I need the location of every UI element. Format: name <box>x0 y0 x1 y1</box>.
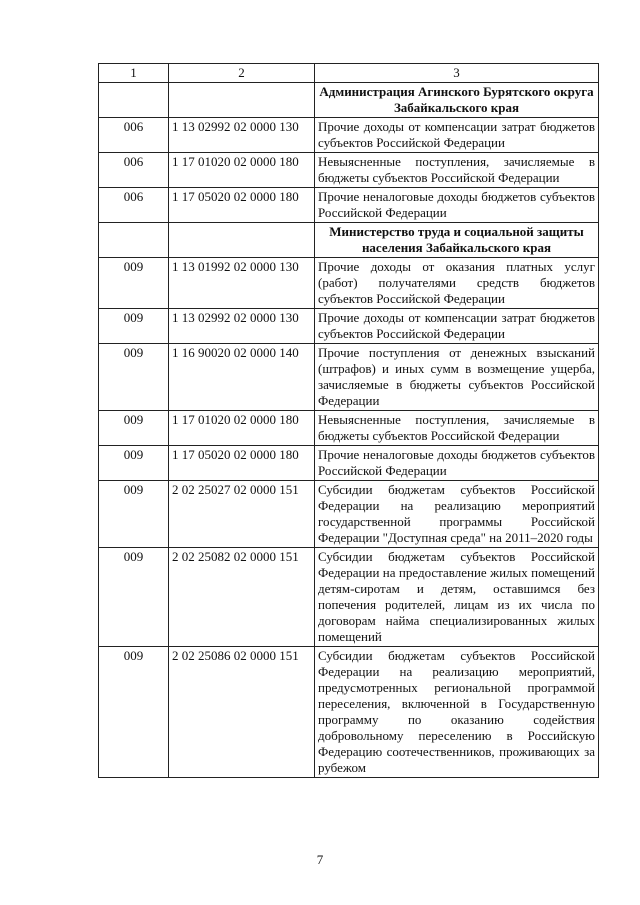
description-cell: Субсидии бюджетам субъектов Российской Федерации на реализацию мероприятий государственной программы Российской Федерации "Доступная среда" на 2011–2020 годы <box>315 481 599 548</box>
page-number: 7 <box>316 852 324 867</box>
description-cell: Администрация Агинского Бурятского округа Забайкальского края <box>315 83 599 118</box>
admin-code-cell: 006 <box>99 118 169 153</box>
description-cell: Прочие поступления от денежных взысканий (штрафов) и иных сумм в возмещение ущерба, зачисляемые в бюджеты субъектов Российской Федерации <box>315 344 599 411</box>
description-cell: Невыясненные поступления, зачисляемые в бюджеты субъектов Российской Федерации <box>315 411 599 446</box>
revenue-code-cell: 2 02 25086 02 0000 151 <box>169 647 315 778</box>
admin-code-cell: 009 <box>99 411 169 446</box>
table-row <box>99 258 599 309</box>
budget-codes-table <box>98 63 599 778</box>
table-row <box>99 188 599 223</box>
revenue-code-cell <box>169 83 315 118</box>
admin-code-cell: 006 <box>99 153 169 188</box>
header-col-2: 2 <box>169 64 315 83</box>
revenue-code-cell: 1 17 05020 02 0000 180 <box>169 446 315 481</box>
description-cell: Прочие неналоговые доходы бюджетов субъектов Российской Федерации <box>315 188 599 223</box>
description-cell: Министерство труда и социальной защиты населения Забайкальского края <box>315 223 599 258</box>
description-cell: Субсидии бюджетам субъектов Российской Федерации на реализацию мероприятий, предусмотренных региональной программой переселения, включенной в Государственную программу по оказанию содействия добровольному переселению в Российскую Федерацию соотечественников, проживающих за рубежом <box>315 647 599 778</box>
table-body <box>99 83 599 778</box>
description-cell: Прочие доходы от компенсации затрат бюджетов субъектов Российской Федерации <box>315 309 599 344</box>
revenue-code-cell: 1 17 01020 02 0000 180 <box>169 411 315 446</box>
admin-code-cell: 009 <box>99 309 169 344</box>
admin-code-cell: 006 <box>99 188 169 223</box>
admin-code-cell: 009 <box>99 647 169 778</box>
revenue-code-cell: 1 17 05020 02 0000 180 <box>169 188 315 223</box>
admin-code-cell <box>99 223 169 258</box>
revenue-code-cell: 2 02 25082 02 0000 151 <box>169 548 315 647</box>
revenue-code-cell: 1 13 02992 02 0000 130 <box>169 309 315 344</box>
table-header-row <box>99 64 599 83</box>
revenue-code-cell <box>169 223 315 258</box>
admin-code-cell: 009 <box>99 258 169 309</box>
admin-code-cell: 009 <box>99 446 169 481</box>
description-cell: Прочие доходы от компенсации затрат бюджетов субъектов Российской Федерации <box>315 118 599 153</box>
section-row <box>99 83 599 118</box>
description-cell: Субсидии бюджетам субъектов Российской Федерации на предоставление жилых помещений детям-сиротам и детям, оставшимся без попечения родителей, лицам из их числа по договорам найма специализированных жилых помещений <box>315 548 599 647</box>
admin-code-cell: 009 <box>99 481 169 548</box>
revenue-code-cell: 1 13 01992 02 0000 130 <box>169 258 315 309</box>
table-row <box>99 309 599 344</box>
table-row <box>99 411 599 446</box>
admin-code-cell <box>99 83 169 118</box>
table-row <box>99 446 599 481</box>
admin-code-cell: 009 <box>99 344 169 411</box>
revenue-code-cell: 1 13 02992 02 0000 130 <box>169 118 315 153</box>
description-cell: Прочие неналоговые доходы бюджетов субъектов Российской Федерации <box>315 446 599 481</box>
table-row <box>99 548 599 647</box>
revenue-code-cell: 2 02 25027 02 0000 151 <box>169 481 315 548</box>
table-row <box>99 647 599 778</box>
table-row <box>99 118 599 153</box>
table-row <box>99 481 599 548</box>
table-row <box>99 344 599 411</box>
table-row <box>99 153 599 188</box>
description-cell: Прочие доходы от оказания платных услуг (работ) получателями средств бюджетов субъектов Российской Федерации <box>315 258 599 309</box>
revenue-code-cell: 1 16 90020 02 0000 140 <box>169 344 315 411</box>
header-col-3: 3 <box>315 64 599 83</box>
revenue-code-cell: 1 17 01020 02 0000 180 <box>169 153 315 188</box>
header-col-1: 1 <box>99 64 169 83</box>
admin-code-cell: 009 <box>99 548 169 647</box>
description-cell: Невыясненные поступления, зачисляемые в бюджеты субъектов Российской Федерации <box>315 153 599 188</box>
section-row <box>99 223 599 258</box>
